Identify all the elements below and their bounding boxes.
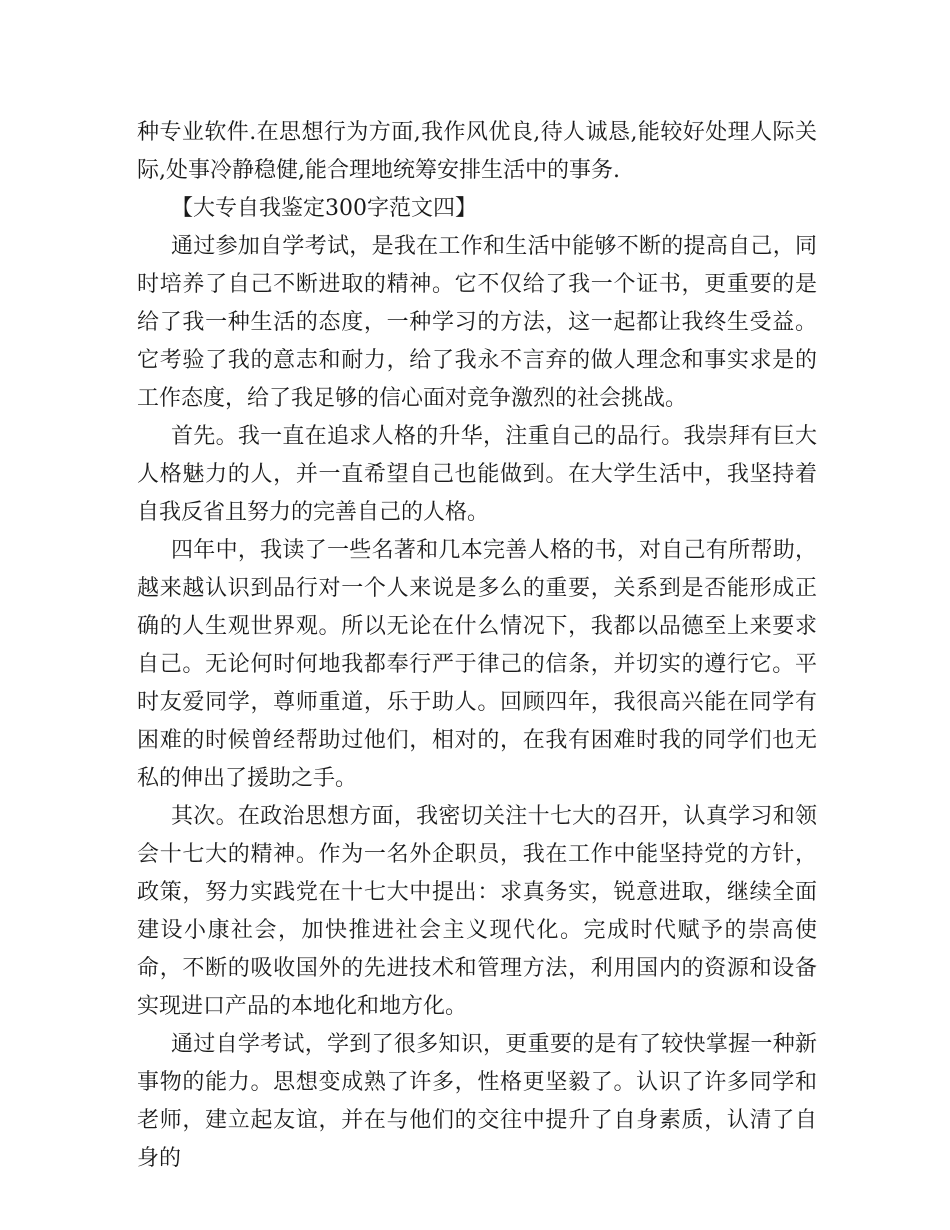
paragraph-personality: 首先。我一直在追求人格的升华，注重自己的品行。我崇拜有巨大人格魅力的人，并一直希望自己也能做到。在大学生活中，我坚持着自我反省且努力的完善自己的人格。	[137, 424, 817, 525]
paragraph-four-years: 四年中，我读了一些名著和几本完善人格的书，对自己有所帮助，越来越认识到品行对一个人来说是多么的重要，关系到是否能形成正确的人生观世界观。所以无论在什么情况下，我都以品德至上来要求自己。无论何时何地我都奉行严于律己的信条，并切实的遵行它。平时友爱同学，尊师重道，乐于助人。回顾四年，我很高兴能在同学有困难的时候曾经帮助过他们，相对的，在我有困难时我的同学们也无私的伸出了援助之手。	[137, 538, 817, 791]
section-heading: 【大专自我鉴定300字范文四】	[171, 196, 477, 221]
paragraph-self-study: 通过参加自学考试，是我在工作和生活中能够不断的提高自己，同时培养了自己不断进取的精神。它不仅给了我一个证书，更重要的是给了我一种生活的态度，一种学习的方法，这一起都让我终生受益。它考验了我的意志和耐力，给了我永不言弃的做人理念和事实求是的工作态度，给了我足够的信心面对竞争激烈的社会挑战。	[137, 234, 817, 411]
paragraph-politics: 其次。在政治思想方面，我密切关注十七大的召开，认真学习和领会十七大的精神。作为一名外企职员，我在工作中能坚持党的方针，政策，努力实践党在十七大中提出：求真务实，锐意进取，继续全面建设小康社会，加快推进社会主义现代化。完成时代赋予的崇高使命，不断的吸收国外的先进技术和管理方法，利用国内的资源和设备实现进口产品的本地化和地方化。	[137, 804, 817, 1019]
paragraph-knowledge: 通过自学考试，学到了很多知识，更重要的是有了较快掌握一种新事物的能力。思想变成熟了许多，性格更坚毅了。认识了许多同学和老师，建立起友谊，并在与他们的交往中提升了自身素质，认清了自身的	[137, 1032, 817, 1171]
intro-paragraph: 种专业软件.在思想行为方面,我作风优良,待人诚恳,能较好处理人际关际,处事冷静稳健,能合理地统筹安排生活中的事务.	[137, 120, 817, 183]
document-body	[137, 114, 817, 1178]
